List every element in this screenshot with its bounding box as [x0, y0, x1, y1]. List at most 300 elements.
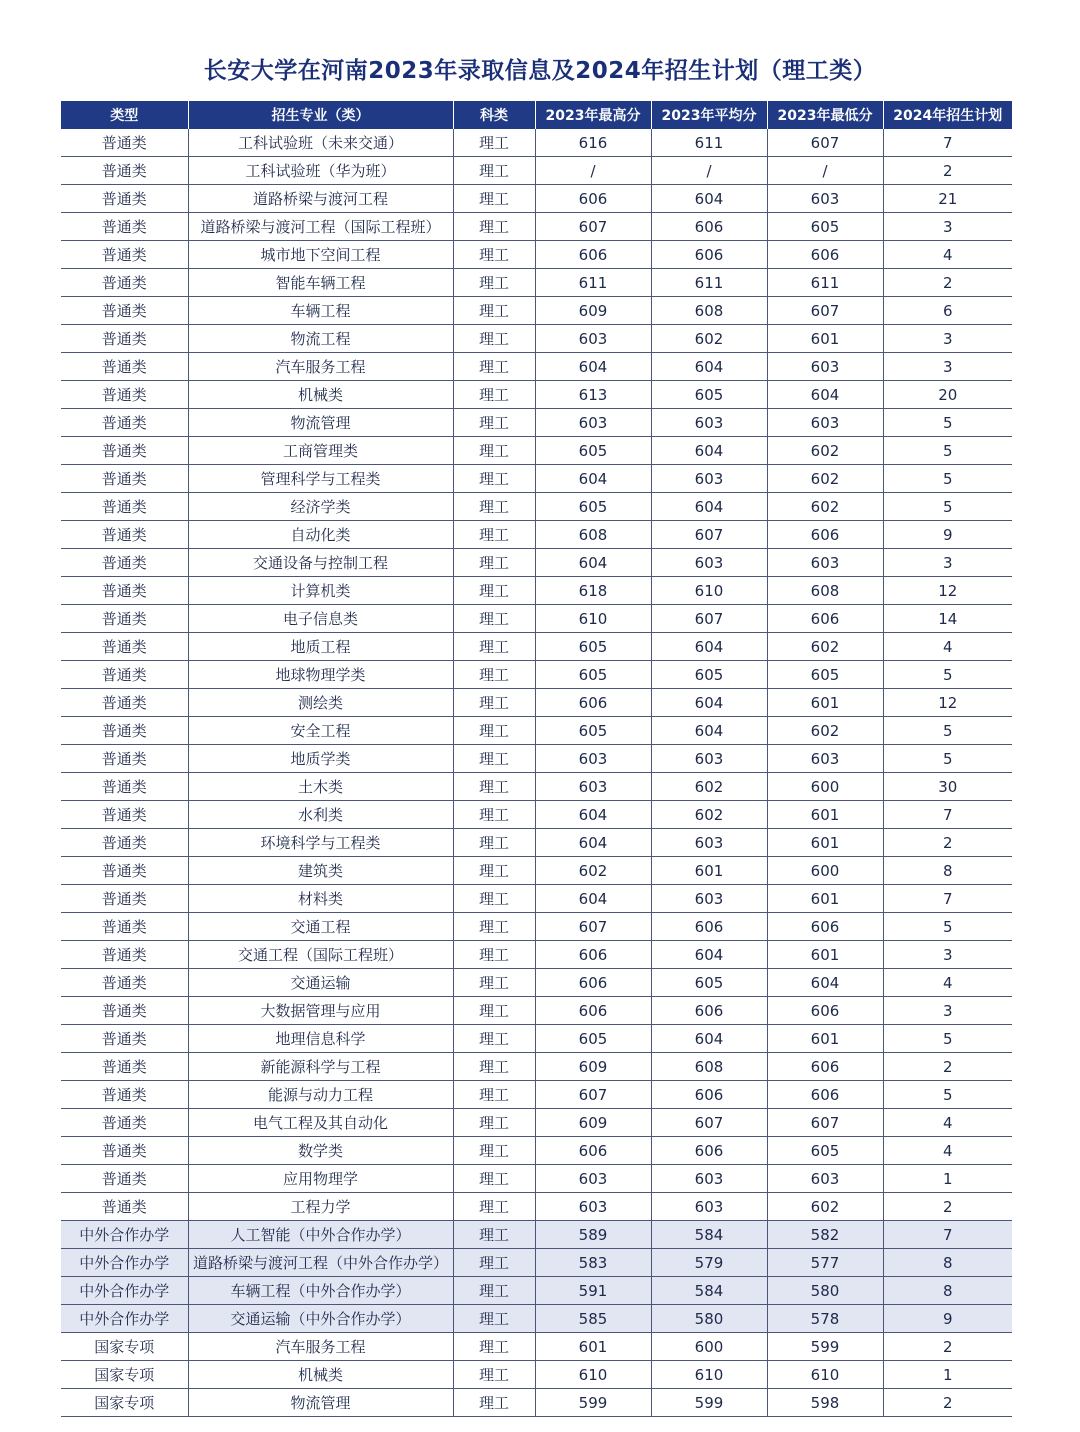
table-row [61, 1137, 1012, 1165]
cell-major: 能源与动力工程 [188, 1081, 453, 1109]
cell-type: 普通类 [61, 325, 188, 353]
table-row [61, 1361, 1012, 1389]
table-row [61, 633, 1012, 661]
cell-type: 普通类 [61, 1109, 188, 1137]
table-row [61, 269, 1012, 297]
cell-subject: 理工 [453, 1389, 535, 1417]
cell-major: 城市地下空间工程 [188, 241, 453, 269]
cell-min-score: / [767, 157, 883, 185]
table-row [61, 129, 1012, 157]
cell-type: 普通类 [61, 689, 188, 717]
cell-subject: 理工 [453, 801, 535, 829]
header-subject: 科类 [453, 101, 535, 129]
cell-subject: 理工 [453, 941, 535, 969]
cell-subject: 理工 [453, 773, 535, 801]
cell-max-score: 606 [535, 969, 651, 997]
cell-max-score: 618 [535, 577, 651, 605]
cell-avg-score: 606 [651, 241, 767, 269]
table-row [61, 1277, 1012, 1305]
cell-plan: 5 [883, 717, 1012, 745]
cell-subject: 理工 [453, 437, 535, 465]
cell-min-score: 602 [767, 717, 883, 745]
cell-min-score: 604 [767, 969, 883, 997]
cell-major: 材料类 [188, 885, 453, 913]
cell-plan: 14 [883, 605, 1012, 633]
cell-major: 车辆工程（中外合作办学） [188, 1277, 453, 1305]
cell-type: 普通类 [61, 1165, 188, 1193]
cell-subject: 理工 [453, 1305, 535, 1333]
cell-avg-score: 604 [651, 941, 767, 969]
cell-avg-score: 604 [651, 717, 767, 745]
cell-type: 普通类 [61, 493, 188, 521]
cell-major: 数学类 [188, 1137, 453, 1165]
cell-avg-score: 604 [651, 493, 767, 521]
cell-avg-score: 602 [651, 325, 767, 353]
cell-subject: 理工 [453, 129, 535, 157]
cell-avg-score: 599 [651, 1389, 767, 1417]
cell-major: 交通运输 [188, 969, 453, 997]
table-row [61, 689, 1012, 717]
cell-min-score: 603 [767, 185, 883, 213]
cell-max-score: 609 [535, 297, 651, 325]
cell-min-score: 607 [767, 1109, 883, 1137]
cell-subject: 理工 [453, 269, 535, 297]
cell-type: 普通类 [61, 577, 188, 605]
table-row [61, 549, 1012, 577]
cell-subject: 理工 [453, 1333, 535, 1361]
cell-max-score: 606 [535, 997, 651, 1025]
cell-avg-score: 580 [651, 1305, 767, 1333]
cell-subject: 理工 [453, 1193, 535, 1221]
cell-avg-score: 606 [651, 1081, 767, 1109]
cell-avg-score: 584 [651, 1277, 767, 1305]
cell-plan: 5 [883, 493, 1012, 521]
cell-subject: 理工 [453, 325, 535, 353]
cell-major: 物流管理 [188, 409, 453, 437]
cell-subject: 理工 [453, 1249, 535, 1277]
cell-max-score: 606 [535, 185, 651, 213]
cell-plan: 7 [883, 885, 1012, 913]
cell-avg-score: 605 [651, 381, 767, 409]
cell-major: 工程力学 [188, 1193, 453, 1221]
cell-min-score: 603 [767, 549, 883, 577]
cell-subject: 理工 [453, 353, 535, 381]
cell-avg-score: 610 [651, 577, 767, 605]
cell-max-score: 603 [535, 773, 651, 801]
cell-major: 建筑类 [188, 857, 453, 885]
cell-max-score: 604 [535, 353, 651, 381]
header-major: 招生专业（类） [188, 101, 453, 129]
admission-table [61, 101, 1012, 1417]
table-row [61, 969, 1012, 997]
cell-min-score: 603 [767, 1165, 883, 1193]
cell-subject: 理工 [453, 1277, 535, 1305]
cell-subject: 理工 [453, 521, 535, 549]
header-max-score: 2023年最高分 [535, 101, 651, 129]
cell-avg-score: 603 [651, 829, 767, 857]
table-row [61, 1081, 1012, 1109]
header-type: 类型 [61, 101, 188, 129]
table-row [61, 1025, 1012, 1053]
cell-avg-score: 611 [651, 129, 767, 157]
cell-subject: 理工 [453, 1109, 535, 1137]
cell-type: 普通类 [61, 465, 188, 493]
cell-avg-score: 604 [651, 1025, 767, 1053]
table-row [61, 857, 1012, 885]
table-row [61, 773, 1012, 801]
cell-max-score: 609 [535, 1109, 651, 1137]
cell-subject: 理工 [453, 745, 535, 773]
cell-plan: 3 [883, 549, 1012, 577]
cell-major: 新能源科学与工程 [188, 1053, 453, 1081]
cell-avg-score: 606 [651, 997, 767, 1025]
page-title: 长安大学在河南2023年录取信息及2024年招生计划（理工类） [203, 58, 877, 84]
cell-type: 普通类 [61, 913, 188, 941]
cell-plan: 1 [883, 1361, 1012, 1389]
cell-major: 人工智能（中外合作办学） [188, 1221, 453, 1249]
cell-max-score: 602 [535, 857, 651, 885]
cell-plan: 5 [883, 661, 1012, 689]
cell-subject: 理工 [453, 157, 535, 185]
cell-max-score: 610 [535, 605, 651, 633]
table-row [61, 241, 1012, 269]
cell-subject: 理工 [453, 1025, 535, 1053]
cell-subject: 理工 [453, 913, 535, 941]
cell-avg-score: 603 [651, 409, 767, 437]
cell-max-score: 605 [535, 493, 651, 521]
cell-plan: 3 [883, 353, 1012, 381]
table-row [61, 213, 1012, 241]
cell-type: 普通类 [61, 997, 188, 1025]
cell-plan: 3 [883, 325, 1012, 353]
cell-major: 地质工程 [188, 633, 453, 661]
cell-plan: 2 [883, 1389, 1012, 1417]
cell-max-score: 604 [535, 829, 651, 857]
cell-avg-score: 603 [651, 465, 767, 493]
cell-major: 自动化类 [188, 521, 453, 549]
cell-avg-score: 605 [651, 661, 767, 689]
cell-plan: 4 [883, 969, 1012, 997]
cell-max-score: 605 [535, 1025, 651, 1053]
cell-min-score: 603 [767, 353, 883, 381]
cell-max-score: 611 [535, 269, 651, 297]
table-row [61, 1389, 1012, 1417]
cell-subject: 理工 [453, 717, 535, 745]
cell-plan: 3 [883, 213, 1012, 241]
cell-min-score: 600 [767, 773, 883, 801]
cell-min-score: 580 [767, 1277, 883, 1305]
cell-min-score: 602 [767, 437, 883, 465]
table-row [61, 465, 1012, 493]
cell-avg-score: / [651, 157, 767, 185]
table-row [61, 1249, 1012, 1277]
cell-plan: 8 [883, 1277, 1012, 1305]
cell-major: 物流管理 [188, 1389, 453, 1417]
table-row [61, 801, 1012, 829]
cell-avg-score: 603 [651, 549, 767, 577]
cell-type: 国家专项 [61, 1361, 188, 1389]
cell-plan: 2 [883, 269, 1012, 297]
table-row [61, 997, 1012, 1025]
cell-plan: 21 [883, 185, 1012, 213]
cell-subject: 理工 [453, 633, 535, 661]
cell-major: 地球物理学类 [188, 661, 453, 689]
cell-max-score: 608 [535, 521, 651, 549]
cell-subject: 理工 [453, 1081, 535, 1109]
cell-avg-score: 611 [651, 269, 767, 297]
cell-plan: 5 [883, 465, 1012, 493]
cell-avg-score: 602 [651, 801, 767, 829]
cell-type: 普通类 [61, 829, 188, 857]
cell-min-score: 606 [767, 521, 883, 549]
cell-avg-score: 604 [651, 185, 767, 213]
cell-type: 普通类 [61, 381, 188, 409]
cell-plan: 9 [883, 1305, 1012, 1333]
cell-type: 普通类 [61, 801, 188, 829]
cell-avg-score: 600 [651, 1333, 767, 1361]
cell-major: 电气工程及其自动化 [188, 1109, 453, 1137]
cell-avg-score: 604 [651, 353, 767, 381]
cell-plan: 4 [883, 241, 1012, 269]
cell-type: 普通类 [61, 1081, 188, 1109]
cell-subject: 理工 [453, 409, 535, 437]
cell-min-score: 606 [767, 1081, 883, 1109]
table-row [61, 1333, 1012, 1361]
cell-min-score: 602 [767, 1193, 883, 1221]
cell-min-score: 601 [767, 689, 883, 717]
cell-avg-score: 601 [651, 857, 767, 885]
cell-major: 智能车辆工程 [188, 269, 453, 297]
cell-avg-score: 607 [651, 521, 767, 549]
cell-plan: 5 [883, 409, 1012, 437]
cell-avg-score: 610 [651, 1361, 767, 1389]
cell-min-score: 610 [767, 1361, 883, 1389]
cell-max-score: 604 [535, 801, 651, 829]
cell-min-score: 605 [767, 661, 883, 689]
table-row [61, 577, 1012, 605]
cell-plan: 4 [883, 1137, 1012, 1165]
cell-avg-score: 603 [651, 1193, 767, 1221]
cell-max-score: 609 [535, 1053, 651, 1081]
cell-type: 国家专项 [61, 1333, 188, 1361]
cell-major: 管理科学与工程类 [188, 465, 453, 493]
cell-max-score: 605 [535, 717, 651, 745]
cell-subject: 理工 [453, 1221, 535, 1249]
cell-subject: 理工 [453, 549, 535, 577]
header-min-score: 2023年最低分 [767, 101, 883, 129]
cell-max-score: 605 [535, 633, 651, 661]
cell-major: 安全工程 [188, 717, 453, 745]
cell-min-score: 604 [767, 381, 883, 409]
cell-max-score: 605 [535, 661, 651, 689]
table-row [61, 1053, 1012, 1081]
cell-major: 道路桥梁与渡河工程（中外合作办学） [188, 1249, 453, 1277]
cell-min-score: 577 [767, 1249, 883, 1277]
cell-avg-score: 608 [651, 297, 767, 325]
cell-plan: 5 [883, 913, 1012, 941]
cell-plan: 8 [883, 857, 1012, 885]
cell-max-score: 606 [535, 241, 651, 269]
cell-type: 普通类 [61, 549, 188, 577]
cell-avg-score: 606 [651, 213, 767, 241]
cell-plan: 5 [883, 1081, 1012, 1109]
cell-max-score: 599 [535, 1389, 651, 1417]
cell-major: 物流工程 [188, 325, 453, 353]
cell-major: 车辆工程 [188, 297, 453, 325]
cell-major: 交通工程 [188, 913, 453, 941]
cell-major: 地质学类 [188, 745, 453, 773]
cell-avg-score: 607 [651, 1109, 767, 1137]
cell-max-score: 585 [535, 1305, 651, 1333]
cell-plan: 1 [883, 1165, 1012, 1193]
table-row [61, 717, 1012, 745]
cell-type: 普通类 [61, 129, 188, 157]
cell-type: 普通类 [61, 409, 188, 437]
cell-type: 普通类 [61, 269, 188, 297]
cell-type: 国家专项 [61, 1389, 188, 1417]
cell-min-score: 601 [767, 801, 883, 829]
cell-min-score: 608 [767, 577, 883, 605]
cell-subject: 理工 [453, 577, 535, 605]
cell-subject: 理工 [453, 885, 535, 913]
table-row [61, 1109, 1012, 1137]
cell-plan: 4 [883, 633, 1012, 661]
cell-major: 机械类 [188, 1361, 453, 1389]
cell-major: 汽车服务工程 [188, 353, 453, 381]
cell-plan: 5 [883, 1025, 1012, 1053]
cell-max-score: 604 [535, 885, 651, 913]
table-row [61, 941, 1012, 969]
cell-type: 普通类 [61, 633, 188, 661]
cell-type: 普通类 [61, 885, 188, 913]
cell-max-score: 605 [535, 437, 651, 465]
cell-avg-score: 608 [651, 1053, 767, 1081]
cell-plan: 2 [883, 829, 1012, 857]
header-avg-score: 2023年平均分 [651, 101, 767, 129]
cell-subject: 理工 [453, 605, 535, 633]
cell-subject: 理工 [453, 381, 535, 409]
table-row [61, 157, 1012, 185]
cell-subject: 理工 [453, 857, 535, 885]
cell-major: 交通运输（中外合作办学） [188, 1305, 453, 1333]
cell-major: 水利类 [188, 801, 453, 829]
cell-avg-score: 579 [651, 1249, 767, 1277]
cell-type: 普通类 [61, 773, 188, 801]
cell-type: 普通类 [61, 717, 188, 745]
cell-min-score: 601 [767, 885, 883, 913]
cell-subject: 理工 [453, 185, 535, 213]
cell-major: 计算机类 [188, 577, 453, 605]
cell-major: 工科试验班（未来交通） [188, 129, 453, 157]
cell-plan: 7 [883, 801, 1012, 829]
cell-subject: 理工 [453, 969, 535, 997]
cell-min-score: 602 [767, 493, 883, 521]
cell-max-score: 607 [535, 913, 651, 941]
cell-subject: 理工 [453, 1165, 535, 1193]
cell-plan: 30 [883, 773, 1012, 801]
table-body [61, 129, 1012, 1417]
table-row [61, 409, 1012, 437]
cell-type: 中外合作办学 [61, 1277, 188, 1305]
cell-subject: 理工 [453, 689, 535, 717]
cell-avg-score: 606 [651, 1137, 767, 1165]
cell-major: 电子信息类 [188, 605, 453, 633]
cell-min-score: 598 [767, 1389, 883, 1417]
cell-type: 普通类 [61, 437, 188, 465]
cell-min-score: 601 [767, 941, 883, 969]
cell-major: 土木类 [188, 773, 453, 801]
cell-min-score: 601 [767, 829, 883, 857]
cell-plan: 5 [883, 745, 1012, 773]
table-row [61, 353, 1012, 381]
cell-avg-score: 604 [651, 437, 767, 465]
table-row [61, 829, 1012, 857]
cell-max-score: 613 [535, 381, 651, 409]
table-row [61, 325, 1012, 353]
cell-avg-score: 607 [651, 605, 767, 633]
cell-type: 中外合作办学 [61, 1249, 188, 1277]
cell-min-score: 606 [767, 1053, 883, 1081]
cell-max-score: 607 [535, 1081, 651, 1109]
cell-min-score: 611 [767, 269, 883, 297]
cell-plan: 2 [883, 157, 1012, 185]
cell-avg-score: 603 [651, 1165, 767, 1193]
cell-min-score: 603 [767, 745, 883, 773]
header-plan: 2024年招生计划 [883, 101, 1012, 129]
cell-plan: 2 [883, 1333, 1012, 1361]
cell-type: 普通类 [61, 941, 188, 969]
cell-type: 普通类 [61, 185, 188, 213]
cell-max-score: 604 [535, 549, 651, 577]
cell-max-score: 603 [535, 409, 651, 437]
table-row [61, 1221, 1012, 1249]
cell-type: 普通类 [61, 213, 188, 241]
cell-min-score: 607 [767, 297, 883, 325]
cell-min-score: 606 [767, 913, 883, 941]
table-row [61, 437, 1012, 465]
cell-avg-score: 606 [651, 913, 767, 941]
cell-type: 普通类 [61, 1137, 188, 1165]
cell-min-score: 606 [767, 997, 883, 1025]
cell-plan: 2 [883, 1193, 1012, 1221]
cell-type: 普通类 [61, 969, 188, 997]
cell-plan: 20 [883, 381, 1012, 409]
cell-major: 汽车服务工程 [188, 1333, 453, 1361]
cell-min-score: 600 [767, 857, 883, 885]
table-row [61, 745, 1012, 773]
cell-plan: 5 [883, 437, 1012, 465]
cell-plan: 2 [883, 1053, 1012, 1081]
cell-major: 道路桥梁与渡河工程（国际工程班） [188, 213, 453, 241]
cell-max-score: 606 [535, 1137, 651, 1165]
cell-type: 普通类 [61, 745, 188, 773]
cell-avg-score: 603 [651, 745, 767, 773]
cell-min-score: 606 [767, 241, 883, 269]
cell-major: 工科试验班（华为班） [188, 157, 453, 185]
cell-subject: 理工 [453, 829, 535, 857]
table-header-row [61, 101, 1012, 129]
cell-major: 地理信息科学 [188, 1025, 453, 1053]
table-row [61, 1305, 1012, 1333]
cell-type: 普通类 [61, 297, 188, 325]
table-row [61, 885, 1012, 913]
cell-avg-score: 604 [651, 689, 767, 717]
cell-plan: 9 [883, 521, 1012, 549]
cell-major: 交通工程（国际工程班） [188, 941, 453, 969]
cell-subject: 理工 [453, 493, 535, 521]
cell-type: 普通类 [61, 1193, 188, 1221]
cell-min-score: 582 [767, 1221, 883, 1249]
